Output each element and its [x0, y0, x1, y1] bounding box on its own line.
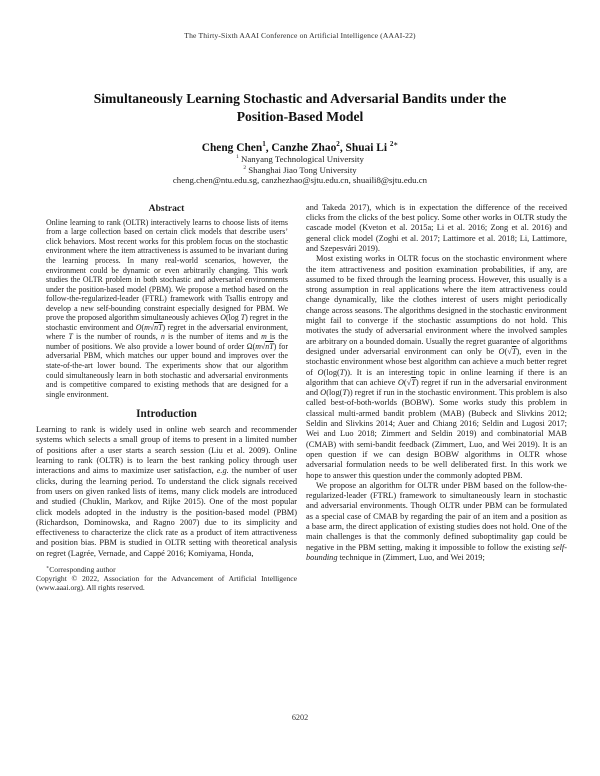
affiliation-1: $^1$ Nanyang Technological University	[236, 154, 364, 164]
introduction-heading: Introduction	[136, 408, 197, 421]
copyright-notice: Copyright © 2022, Association for the Advancement of Artificial Intelligence (www.aaai.org). All rights reserved.	[36, 574, 297, 593]
corresponding-author-footnote: ∗Corresponding author	[46, 565, 116, 575]
abstract-heading: Abstract	[148, 202, 185, 214]
authors-line: Cheng Chen$^1$, Canzhe Zhao$^2$, Shuai Li $^{2∗}$	[201, 140, 399, 154]
right-column	[306, 203, 567, 593]
right-column-paragraph-2: Most existing works in OLTR focus on the stochastic environment where the item attractiveness and position examination probabilities, if any, are assumed to be fixed through the learning process. However, this usually is a strong assumption in real applications where the item attractiveness could change dynamically, like the clothes interest of users might periodically change across seasons. The algorithms designed in the stochastic environment might fail to converge if the stochastic assumptions do not hold. This motivates the study of adversarial environment where the involved samples are arbitrary on a bounded domain. Usually the regret guarantee of algorithms designed under adversarial environment can only be O(√T), even in the stochastic environment whose best algorithm can achieve a much better regret of O(log(T)). It is an interesting topic in online learning if there is an algorithm that can achieve O(√T) regret if run in the adversarial environment and O(log(T)) regret if run in the stochastic environment. This problem is also called best-of-both-worlds (BOBW). Some works study this problem in classical multi-armed bandit problem (MAB) (Bubeck and Slivkins 2012; Seldin and Slivkins 2014; Auer and Chiang 2016; Seldin and Lugosi 2017; Wei and Luo 2018; Zimmert and Seldin 2019) and combinatorial MAB (CMAB) with semi-bandit feedback (Zimmert, Luo, and Wei 2019). It is an open question if we can design BOBW algorithms in OLTR whose adversarial formulation needs to be well deliberated first. In this work we hope to answer this question under the commonly adopted PBM.	[306, 254, 567, 480]
abstract-text: Online learning to rank (OLTR) interactively learns to choose lists of items from a large collection based on certain click models that describe users’ click behaviors. Most recent works for this problem focus on the stochastic environment where the item attractiveness is assumed to be invariant during the learning process. In many real-world scenarios, however, the environment could be dynamic or even arbitrarily changing. This work studies the OLTR problem in both stochastic and adversarial environments under the position-based model (PBM). We propose a method based on the follow-the-regularized-leader (FTRL) framework with Tsallis entropy and develop a new self-bounding constraint especially designed for PBM. We prove the proposed algorithm simultaneously achieves O(log T) regret in the stochastic environment and O(m√nT) regret in the adversarial environment, where T is the number of rounds, n is the number of items and m is the number of positions. We also provide a lower bound of order Ω(m√nT) for adversarial PBM, which matches our upper bound and improves over the state-of-the-art lower bound. The experiments show that our algorithm could simultaneously learn in both stochastic and adversarial environments and is competitive compared to existing methods that are designed for a single environment.	[46, 217, 288, 399]
introduction-paragraph: Learning to rank is widely used in online web search and recommender systems which selects a small group of items to present in a limited number of positions after a user starts a search session (Liu et al. 2009). Online learning to rank (OLTR) is to learn the best ranking policy through user interactions and aims to maximize user satisfaction, e.g. the number of user clicks, during the learning period. To understand the click signals received from users on given ranked lists of items, many click models are introduced and studied (Chuklin, Markov, and Rijke 2015). One of the most popular click models adopted in the industry is the position-based model (PBM) (Richardson, Dominowska, and Ragno 2007) due to its simplicity and effectiveness to characterize the click rate as a product of item attractiveness and position bias. PBM is studied in OLTR setting with theoretical analysis on regret (Lagrée, Vernade, and Cappé 2016; Komiyama, Honda,	[36, 425, 297, 558]
left-column	[36, 203, 297, 593]
conference-running-header: The Thirty-Sixth AAAI Conference on Artificial Intelligence (AAAI-22)	[184, 31, 416, 40]
two-column-body	[36, 203, 567, 593]
right-column-paragraph-3: We propose an algorithm for OLTR under PBM based on the follow-the-regularized-leader (FTRL) framework to simultaneously learn in stochastic and adversarial environments. Though OLTR under PBM can be formulated as a special case of CMAB by regarding the pair of an item and a position as a base arm, the direct application of existing studies does not hold. One of the main challenges is that the commonly defined suboptimality gap could be negative in the PBM setting, making it impossible to follow the existing self-bounding technique in (Zimmert, Luo, and Wei 2019;	[306, 480, 567, 562]
author-emails: cheng.chen@ntu.edu.sg, canzhezhao@sjtu.edu.cn, shuaili8@sjtu.edu.cn	[172, 175, 428, 186]
affiliation-2: $^2$ Shanghai Jiao Tong University	[243, 164, 357, 175]
right-column-paragraph-1: and Takeda 2017), which is in expectation the difference of the received clicks from the clicks of the best policy. Some other works in OLTR study the cascade model (Kveton et al. 2015a; Li et al. 2016; Zong et al. 2016) and general click model (Zoghi et al. 2017; Lattimore et al. 2018; Li, Lattimore, and Szepesvári 2019).	[306, 202, 567, 253]
footnote-block	[36, 565, 297, 593]
paper-title: Simultaneously Learning Stochastic and Adversarial Bandits under the Position-Based Model	[93, 91, 507, 124]
page-number: 6202	[291, 713, 309, 722]
